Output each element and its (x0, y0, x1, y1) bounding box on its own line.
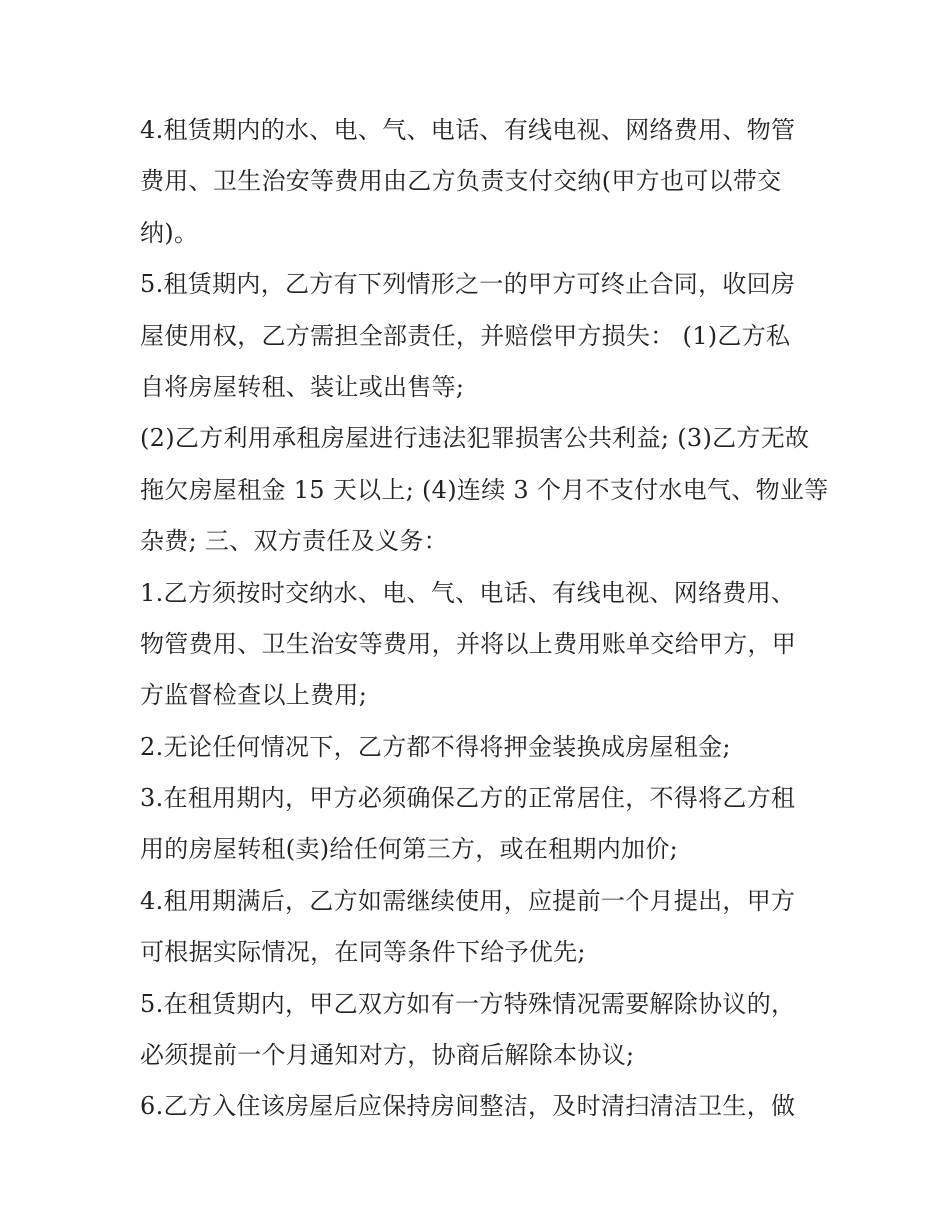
text-line: 方监督检查以上费用; (140, 681, 368, 710)
text-line: 拖欠房屋租金 15 天以上; (4)连续 3 个月不支付水电气、物业等 (140, 475, 829, 504)
text-line: 可根据实际情况，在同等条件下给予优先; (140, 938, 586, 967)
text-line: 用的房屋转租(卖)给任何第三方，或在租期内加价; (140, 835, 679, 864)
text-line: 物管费用、卫生治安等费用，并将以上费用账单交给甲方，甲 (140, 629, 797, 658)
text-line: 杂费; 三、双方责任及义务： (140, 527, 448, 556)
text-line: 6.乙方入住该房屋后应保持房间整洁，及时清扫清洁卫生，做 (140, 1092, 796, 1121)
text-line: 5.租赁期内，乙方有下列情形之一的甲方可终止合同，收回房 (140, 270, 796, 299)
document-body (140, 105, 829, 1133)
text-line: 1.乙方须按时交纳水、电、气、电话、有线电视、网络费用、 (140, 578, 796, 607)
text-line: 必须提前一个月通知对方，协商后解除本协议; (140, 1041, 635, 1070)
text-line: 纳)。 (140, 218, 199, 247)
text-line: 4.租用期满后，乙方如需继续使用，应提前一个月提出，甲方 (140, 886, 796, 915)
text-line: 自将房屋转租、装让或出售等; (140, 372, 465, 401)
text-line: 费用、卫生治安等费用由乙方负责支付交纳(甲方也可以带交 (140, 167, 782, 196)
text-line: (2)乙方利用承租房屋进行违法犯罪损害公共利益; (3)乙方无故 (140, 424, 810, 453)
text-line: 屋使用权，乙方需担全部责任，并赔偿甲方损失： (1)乙方私 (140, 321, 791, 350)
text-line: 2.无论任何情况下，乙方都不得将押金装换成房屋租金; (140, 732, 731, 761)
text-line: 5.在租赁期内，甲乙双方如有一方特殊情况需要解除协议的， (140, 989, 796, 1018)
text-line: 4.租赁期内的水、电、气、电话、有线电视、网络费用、物管 (140, 116, 796, 144)
text-line: 3.在租用期内，甲方必须确保乙方的正常居住，不得将乙方租 (140, 784, 796, 813)
